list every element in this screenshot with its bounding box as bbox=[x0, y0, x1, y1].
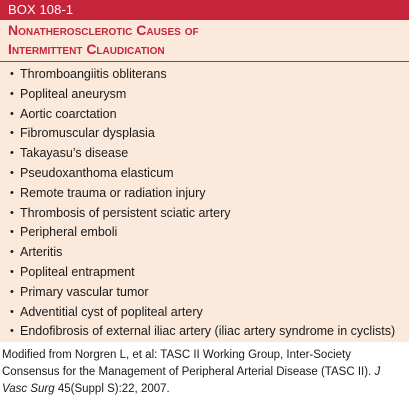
bullet-icon: • bbox=[10, 285, 14, 298]
bullet-icon: • bbox=[10, 87, 14, 100]
list-item bbox=[10, 303, 395, 323]
list-item-text: Peripheral emboli bbox=[20, 225, 118, 240]
source-footnote bbox=[2, 347, 406, 398]
list-item-text: Endofibrosis of external iliac artery (iliac artery syndrome in cyclists) bbox=[20, 324, 396, 339]
bullet-icon: • bbox=[10, 186, 14, 199]
list-item bbox=[10, 184, 395, 204]
list-item-text: Takayasu’s disease bbox=[20, 146, 129, 161]
list-item-text: Pseudoxanthoma elasticum bbox=[20, 165, 174, 180]
list-item bbox=[10, 124, 395, 144]
list-item-text: Thromboangiitis obliterans bbox=[20, 67, 167, 81]
box-title-line-1: Nonatherosclerotic Causes of bbox=[8, 22, 199, 38]
causes-list bbox=[10, 65, 395, 342]
box-number-label: BOX 108-1 bbox=[0, 0, 409, 20]
list-item-text: Remote trauma or radiation injury bbox=[20, 185, 206, 200]
bullet-icon: • bbox=[10, 166, 14, 179]
list-item bbox=[10, 105, 395, 125]
list-item bbox=[10, 223, 395, 243]
list-item-text: Adventitial cyst of popliteal artery bbox=[20, 304, 203, 319]
list-item-text: Primary vascular tumor bbox=[20, 284, 149, 299]
list-item bbox=[10, 283, 395, 303]
list-item bbox=[10, 204, 395, 224]
list-item-text: Popliteal aneurysm bbox=[20, 86, 127, 101]
list-item bbox=[10, 144, 395, 164]
list-item bbox=[10, 243, 395, 263]
box-title bbox=[8, 21, 403, 59]
bullet-icon: • bbox=[10, 206, 14, 219]
bullet-icon: • bbox=[10, 265, 14, 278]
list-item bbox=[10, 164, 395, 184]
bullet-icon: • bbox=[10, 305, 14, 318]
bullet-icon: • bbox=[10, 147, 14, 160]
bullet-icon: • bbox=[10, 226, 14, 239]
footnote-journal: J Vasc Surg bbox=[2, 366, 381, 395]
bullet-icon: • bbox=[10, 127, 14, 140]
list-item-text: Popliteal entrapment bbox=[20, 264, 135, 279]
bullet-icon: • bbox=[10, 107, 14, 120]
list-item-text: Thrombosis of persistent sciatic artery bbox=[20, 205, 231, 220]
list-item bbox=[10, 85, 395, 105]
list-item bbox=[10, 263, 395, 283]
footnote-text: Modified from Norgren L, et al: TASC II Working Group, Inter-Society Consensus for the Management of Peripheral Arterial Disease (TASC II). bbox=[2, 349, 375, 378]
box-title-line-2: Intermittent Claudication bbox=[8, 41, 165, 57]
list-item-text: Fibromuscular dysplasia bbox=[20, 126, 155, 141]
bullet-icon: • bbox=[10, 68, 14, 80]
list-item-text: Arteritis bbox=[20, 245, 63, 260]
title-divider bbox=[0, 61, 409, 62]
list-item bbox=[10, 65, 395, 85]
list-item-text: Aortic coarctation bbox=[20, 106, 117, 121]
bullet-icon: • bbox=[10, 325, 14, 338]
footnote-citation: 45(Suppl S):22, 2007. bbox=[54, 383, 170, 395]
list-item bbox=[10, 322, 395, 342]
bullet-icon: • bbox=[10, 246, 14, 259]
